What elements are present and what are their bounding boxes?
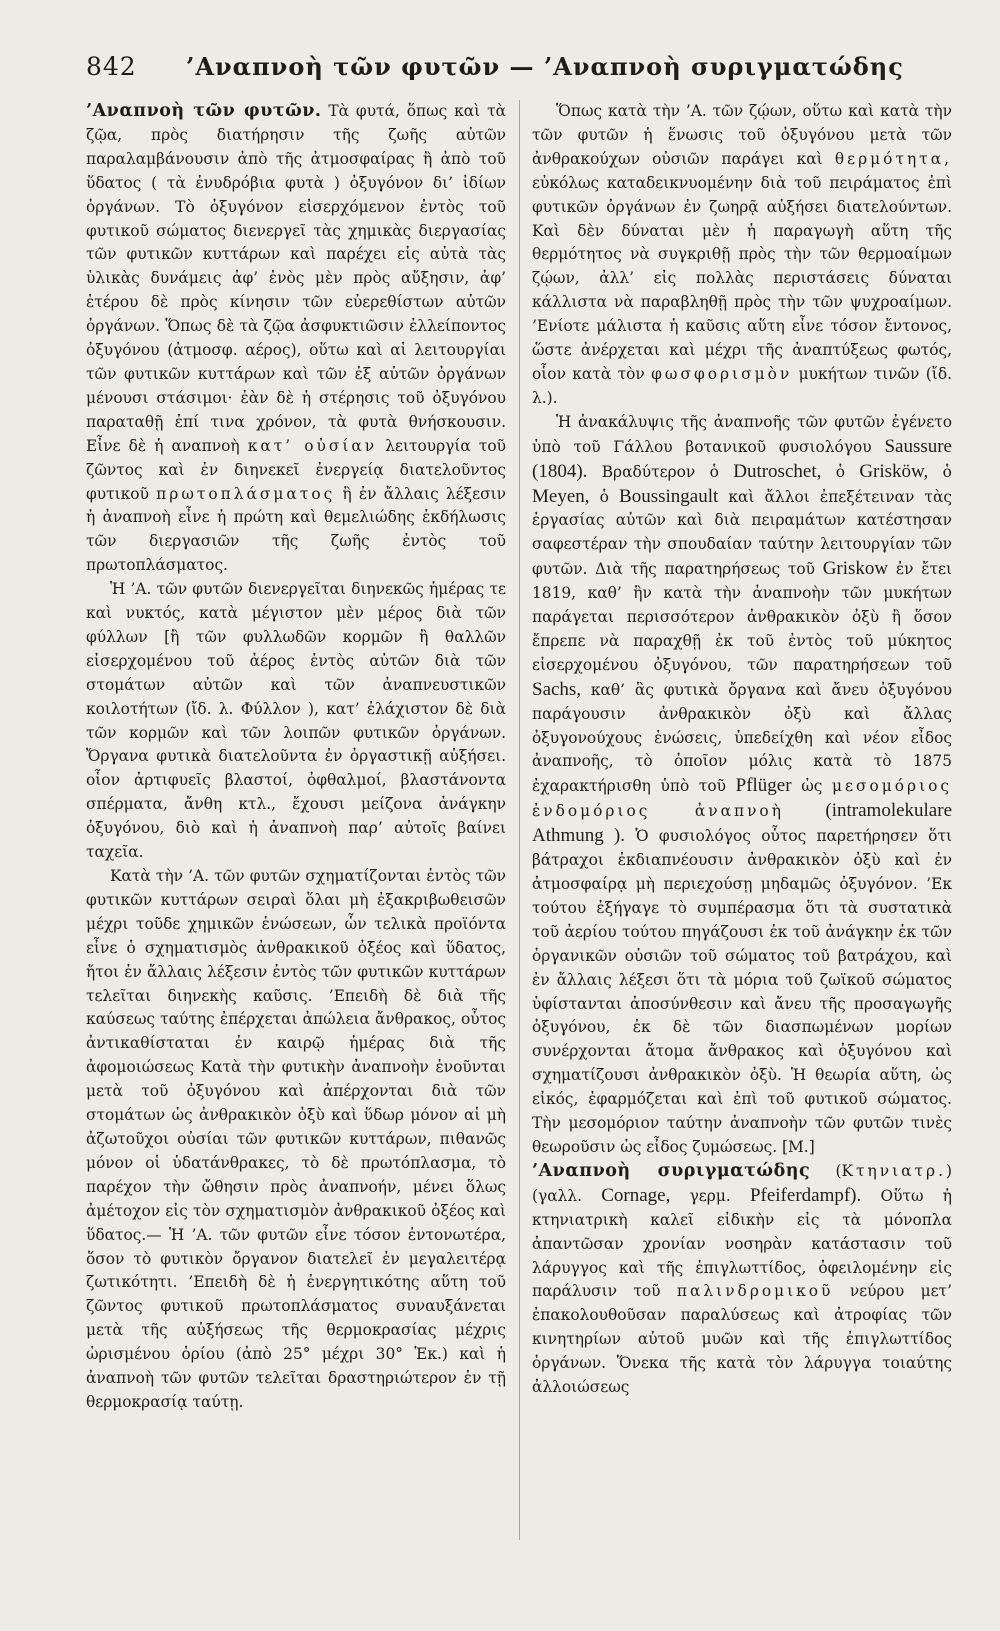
paragraph-respiration-chemistry: Κατὰ τὴν ’Α. τῶν φυτῶν σχηματίζονται ἐντὸς τῶν φυτικῶν κυττάρων σειραὶ ὅλαι μὴ ἐξακριβωθεισῶν μέχρι τοῦδε χημικῶν ἑνώσεων, ὧν τελικὰ προϊόντα εἶνε ὁ σχηματισμὸς ἀνθρακικοῦ ὀξέος καὶ ὕδατος, ἤτοι ἐν ἄλλαις λέξεσιν ἐντὸς τῶν φυτικῶν κυττάρων τελεῖται διηνεκὴς καῦσις. ’Επειδὴ δὲ διὰ τῆς καύσεως ταύτης ἐπέρχεται ἀπώλεια ἄνθρακος, οὗτος ἀντικαθίσταται ἐν καιρῷ ἡμέρας διὰ τῆς ἀφομοιώσεως Κατὰ τὴν φυτικὴν ἀναπνοὴν ἑνοῦνται μετὰ τοῦ ὀξυγόνου καὶ ἀπέρχονται διὰ τῶν στομάτων ὡς ἀνθρακικὸν ὀξὺ καὶ ὕδωρ μόνον αἱ μὴ ἀζωτοῦχοι οὐσίαι τῶν φυτικῶν κυττάρων, πιθανῶς μόνον οἱ ὑδατάνθρακες, τὸ δὲ πρωτόπλασμα, τὸ παρέχον τὴν ὤθησιν πρὸς ἀναπνοήν, μένει ὅλως ἀμέτοχον εἰς τὸν σχηματισμὸν ἀνθρακικοῦ ὀξέος καὶ ὕδατος.— Ἡ ’Α. τῶν φυτῶν εἶνε τόσον ἐντονωτέρα, ὅσον τὸ φυτικὸν ὄργανον διατελεῖ ἐν μεγαλειτέρᾳ ζωτικότητι. ’Επειδὴ δὲ ἡ ἐνεργητικότης αὕτη τοῦ ζῶντος φυτικοῦ πρωτοπλάσματος συναυξάνεται μετὰ τῆς αὐξήσεως τῆς θερμοκρασίας μέχρις ὡρισμένου ὁρίου (ἀπὸ 25° μέχρι 30° Ἑκ.) καὶ ἡ ἀναπνοὴ τῶν φυτῶν τελεῖται δραστηριώτερον ἐν τῇ θερμοκρασίᾳ ταύτῃ. [86,867,506,1411]
spaced-text: Κτηνιατρ. [841,1161,946,1180]
page-header [86,48,946,88]
latin-name: Sachs, [532,678,582,700]
text-run: ( [835,1161,842,1180]
text-run: νεύρου μετ’ ἐπακολουθοῦσαν παραλύσεως καὶ ἀτροφίας τῶν κινητηρίων αὐτοῦ μυῶν καὶ τῆς ἐπιγλωττίδος ὀργάνων. Ὅνεκα τῆς κατὰ τὸν λάρυγγα τοιαύτης ἀλλοιώσεως [532,1282,952,1397]
right-column [532,100,952,1590]
paragraph-heat [532,100,952,411]
text-run: Ἡ ἀνακάλυψις τῆς ἀναπνοῆς τῶν φυτῶν ἐγένετο ὑπὸ τοῦ Γάλλου βοτανικοῦ φυσιολόγου [532,412,952,456]
text-run: ὡς [801,777,823,796]
spaced-text: μεσομόριος ἐνδομόριος ἀναπνοὴ [532,777,952,821]
latin-name: Meyen, [532,485,590,507]
spaced-text: φωσφορισμὸν [651,364,793,383]
latin-name: Cornage, [601,1184,671,1206]
spaced-text: κατ’ οὐσίαν [247,436,378,455]
latin-name: Griskow [822,558,889,580]
paragraph-history [532,411,952,1160]
entry-headword: ’Αναπνοὴ συριγματώδης [532,1160,811,1181]
text-run: ὁ [835,462,845,481]
paragraph-respiration-organs: Ἡ ’Α. τῶν φυτῶν διενεργεῖται διηνεκῶς ἡμέρας τε καὶ νυκτός, κατὰ μέγιστον μὲν μέρος διὰ τῶν φύλλων [ἢ τῶν φυλλωδῶν κορμῶν ἢ θαλλῶν εἰσερχομένου τοῦ ἀέρος ἐντὸς αὐτῶν διὰ τῶν στομάτων αὐτῶν καὶ τῶν ἀναπνευστικῶν κοιλοτήτων (ἴδ. λ. Φύλλον ), κατ’ ἐλάχιστον δὲ διὰ τῶν κορμῶν καὶ τῶν λοιπῶν φυτικῶν ὀργάνων. Ὄργανα φυτικὰ διατελοῦντα ἐν ὀργαστικῇ αὐξήσει. οἷον ἀρτιφυεῖς βλαστοί, ὀφθαλμοί, βλαστάνοντα σπέρματα, ἄνθη κτλ., ἔχουσι μείζονα ἀνάγκην ὀξυγόνου, διὸ καὶ ἡ ἀναπνοὴ παρ’ αὐτοῖς βαίνει ταχεῖα. [86,580,506,862]
latin-name: Grisköw, [859,460,929,482]
text-run: Ὁ φυσιολόγος οὗτος παρετήρησεν ὅτι βάτραχοι ἐκδιαπνέουσιν ἀνθρακικὸν ὀξὺ καὶ ἐν ἀτμοσφαίρᾳ μὴ περιεχούσῃ μηδαμῶς ὀξυγόνον. ’Εκ τούτου ἐξήγαγε τὸ συμπέρασμα ὅτι τὰ συστατικὰ τοῦ ἀερίου τούτου πηγάζουσι ἐκ τοῦ ἀνάγκην ἐκ τῶν ὀργανικῶν οὐσιῶν τοῦ σώματος τοῦ βατράχου, καὶ ἐν ἄλλαις λέξεσι ὅτι τὰ μόρια τοῦ ζωϊκοῦ σώματος ὑφίστανται ἀποσύνθεσιν καὶ ἄνευ τῆς προσαγωγῆς ὀξυγόνου, ἐκ δὲ τῶν διασπωμένων μορίων συνέρχονται ἄτομα ἄνθρακος καὶ ὀξυγόνου καὶ σχηματίζουσι ἀνθρακικὸν ὀξὺ. Ἡ θεωρία αὕτη, ὡς εἰκός, ἐφαρμόζεται καὶ ἐπὶ τοῦ φυτικοῦ σώματος. Τὴν μεσομόριον ταύτην ἀναπνοὴν τῶν φυτῶν τινὲς θεωροῦσιν ὡς εἶδος ζυμώσεως. [Μ.] [532,827,952,1156]
text-run: Οὕτω ἡ κτηνιατρικὴ καλεῖ εἰδικὴν εἰς τὰ μόνοπλα ἀπαντῶσαν χρονίαν νοσηρὰν κατάστασιν τοῦ λάρυγγος καὶ τῆς ἐπιγλωττίδος, ὀφειλομένην εἰς παράλυσιν τοῦ [532,1186,952,1301]
latin-name: (intramolekulare Athmung ). [532,800,952,847]
text-run: γερμ. [689,1186,731,1205]
text-run: λειτουργία τοῦ ζῶντος καὶ ἐν διηνεκεῖ ἐνεργείᾳ διατελοῦντος φυτικοῦ [86,436,506,503]
page-number: 842 [86,52,137,81]
column-divider [519,100,520,1540]
latin-name: Pflüger [735,775,792,797]
text-run: ὁ [942,462,952,481]
entry-headword: ’Αναπνοὴ τῶν φυτῶν. [86,101,322,121]
text-run: ἢ ἐν ἄλλαις λέξεσιν ἡ ἀναπνοὴ εἶνε ἡ πρώτη καὶ θεμελιώδης ἐκδήλωσις τῶν διεργασιῶν τῆς ζωῆς ἐντὸς τοῦ πρωτοπλάσματος. [86,484,506,575]
paragraph-definition [86,100,506,578]
text-run: μυκήτων τινῶν (ἴδ. λ.). [532,364,952,407]
text-run: Βραδύτερον ὁ [601,462,719,481]
spaced-text: θερμότητα, [834,149,952,168]
text-run: ὁ [599,487,609,506]
latin-name: Boussingault [619,485,719,507]
text-run: Ὅπως κατὰ τὴν ’Α. τῶν ζῴων, οὕτω καὶ κατὰ τὴν τῶν φυτῶν ἡ ἕνωσις τοῦ ὀξυγόνου μετὰ τῶν ἀνθρακούχων οὐσιῶν παράγει καὶ [532,102,952,168]
spaced-text: πρωτοπλάσματος [156,484,336,503]
spaced-text: παλινδρομικοῦ [676,1282,834,1301]
text-run: εὐκόλως καταδεικνυομένην διὰ τοῦ πειράματος ἐπὶ φυτικῶν ὀργάνων ἐν ζωηρᾷ αὐξήσει διατελούντων. Καὶ δὲν δύναται μὲν ἡ παραγωγὴ αὕτη τῆς θερμότητος νὰ συγκριθῇ πρὸς τὴν τῶν θερμοαίμων ζῴων, ἀλλ’ εἰς πολλὰς περιστάσεις δύναται κάλλιστα νὰ παραβληθῇ πρὸς τὴν τῶν ψυχροαίμων. ’Ενίοτε μάλιστα ἡ καῦσις αὕτη εἶνε τόσον ἔντονος, ὥστε ἀνέρχεται καὶ μέχρι τῆς ἀναπτύξεως φωτός, οἷον κατὰ τὸν [532,173,952,383]
text-run: ) (γαλλ. [532,1161,952,1205]
text-run: καὶ ἄλλοι ἐπεξέτειναν τὰς ἐργασίας αὐτῶν καὶ διὰ πειραμάτων κατέστησαν σαφεστέραν τὴν σπουδαίαν ταύτην λειτουργίαν τῶν φυτῶν. Διὰ τῆς παρατηρήσεως τοῦ [532,487,952,579]
latin-name: Pfeiferdampf). [749,1184,862,1206]
latin-name: Dutroschet, [733,460,822,482]
running-title: ’Αναπνοὴ τῶν φυτῶν — ’Αναπνοὴ συριγματώδης [186,52,904,81]
latin-name: Saussure (1804). [532,435,952,482]
text-run: ἐν ἔτει 1819, καθ’ ἣν κατὰ τὴν ἀναπνοὴν τῶν μυκήτων παράγεται περισσότερον ἀνθρακικὸν ὀξὺ ἢ ὅσον ἔπρεπε νὰ παραχθῇ ἐκ τοῦ ἐντὸς τοῦ μύκητος εἰσερχομένου ὀξυγόνου, τῶν παρατηρήσεων τοῦ [532,560,952,674]
left-column [86,100,506,1590]
paragraph-wheezing-respiration [532,1160,952,1400]
text-run: Τὰ φυτά, ὅπως καὶ τὰ ζῷα, πρὸς διατήρησιν τῆς ζωῆς αὐτῶν παραλαμβάνουσιν ἀπὸ τῆς ἀτμοσφαίρας ἢ ἀπὸ τοῦ ὕδατος ( τὰ ἐνυδρόβια φυτὰ ) ὀξυγόνον δι’ ἰδίων ὀργάνων. Τὸ ὀξυγόνον εἰσερχόμενον ἐντὸς τοῦ φυτικοῦ σώματος διενεργεῖ τὰς χημικὰς διεργασίας τῶν φυτικῶν κυττάρων καὶ παρέχει εἰς αὐτὰ τὰς ὑλικὰς δυνάμεις ἀφ’ ἑνὸς μὲν πρὸς αὔξησιν, ἀφ’ ἑτέρου δὲ πρὸς κίνησιν τῶν εὐερεθίστων αὐτῶν ὀργάνων. Ὅπως δὲ τὰ ζῷα ἀσφυκτιῶσιν ἐλλείποντος ὀξυγόνου (ἀτμοσφ. αέρος), οὕτω καὶ αἱ λειτουργίαι τῶν φυτικῶν κυττάρων καὶ τῶν ἐξ αὐτῶν ὀργάνων μένουσι στάσιμοι· ἐὰν δὲ ἡ στέρησις τοῦ ὀξυγόνου παραταθῇ ἐπί τινα χρόνον, τὰ φυτὰ θνήσκουσιν. Εἶνε δὲ ἡ αναπνοὴ [86,102,506,455]
text-run: καθ’ ἃς φυτικὰ ὄργανα καὶ ἄνευ ὀξυγόνου παράγουσιν ἀνθρακικὸν ὀξὺ καὶ ἄλλας ὀξυγονούχους ἑνώσεις, ὑπεδείχθη καὶ νέον εἶδος ἀναπνοῆς, τὸ ὁποῖον μόλις κατὰ τὸ 1875 ἐχαρακτήρισθη ὑπὸ τοῦ [532,680,952,796]
